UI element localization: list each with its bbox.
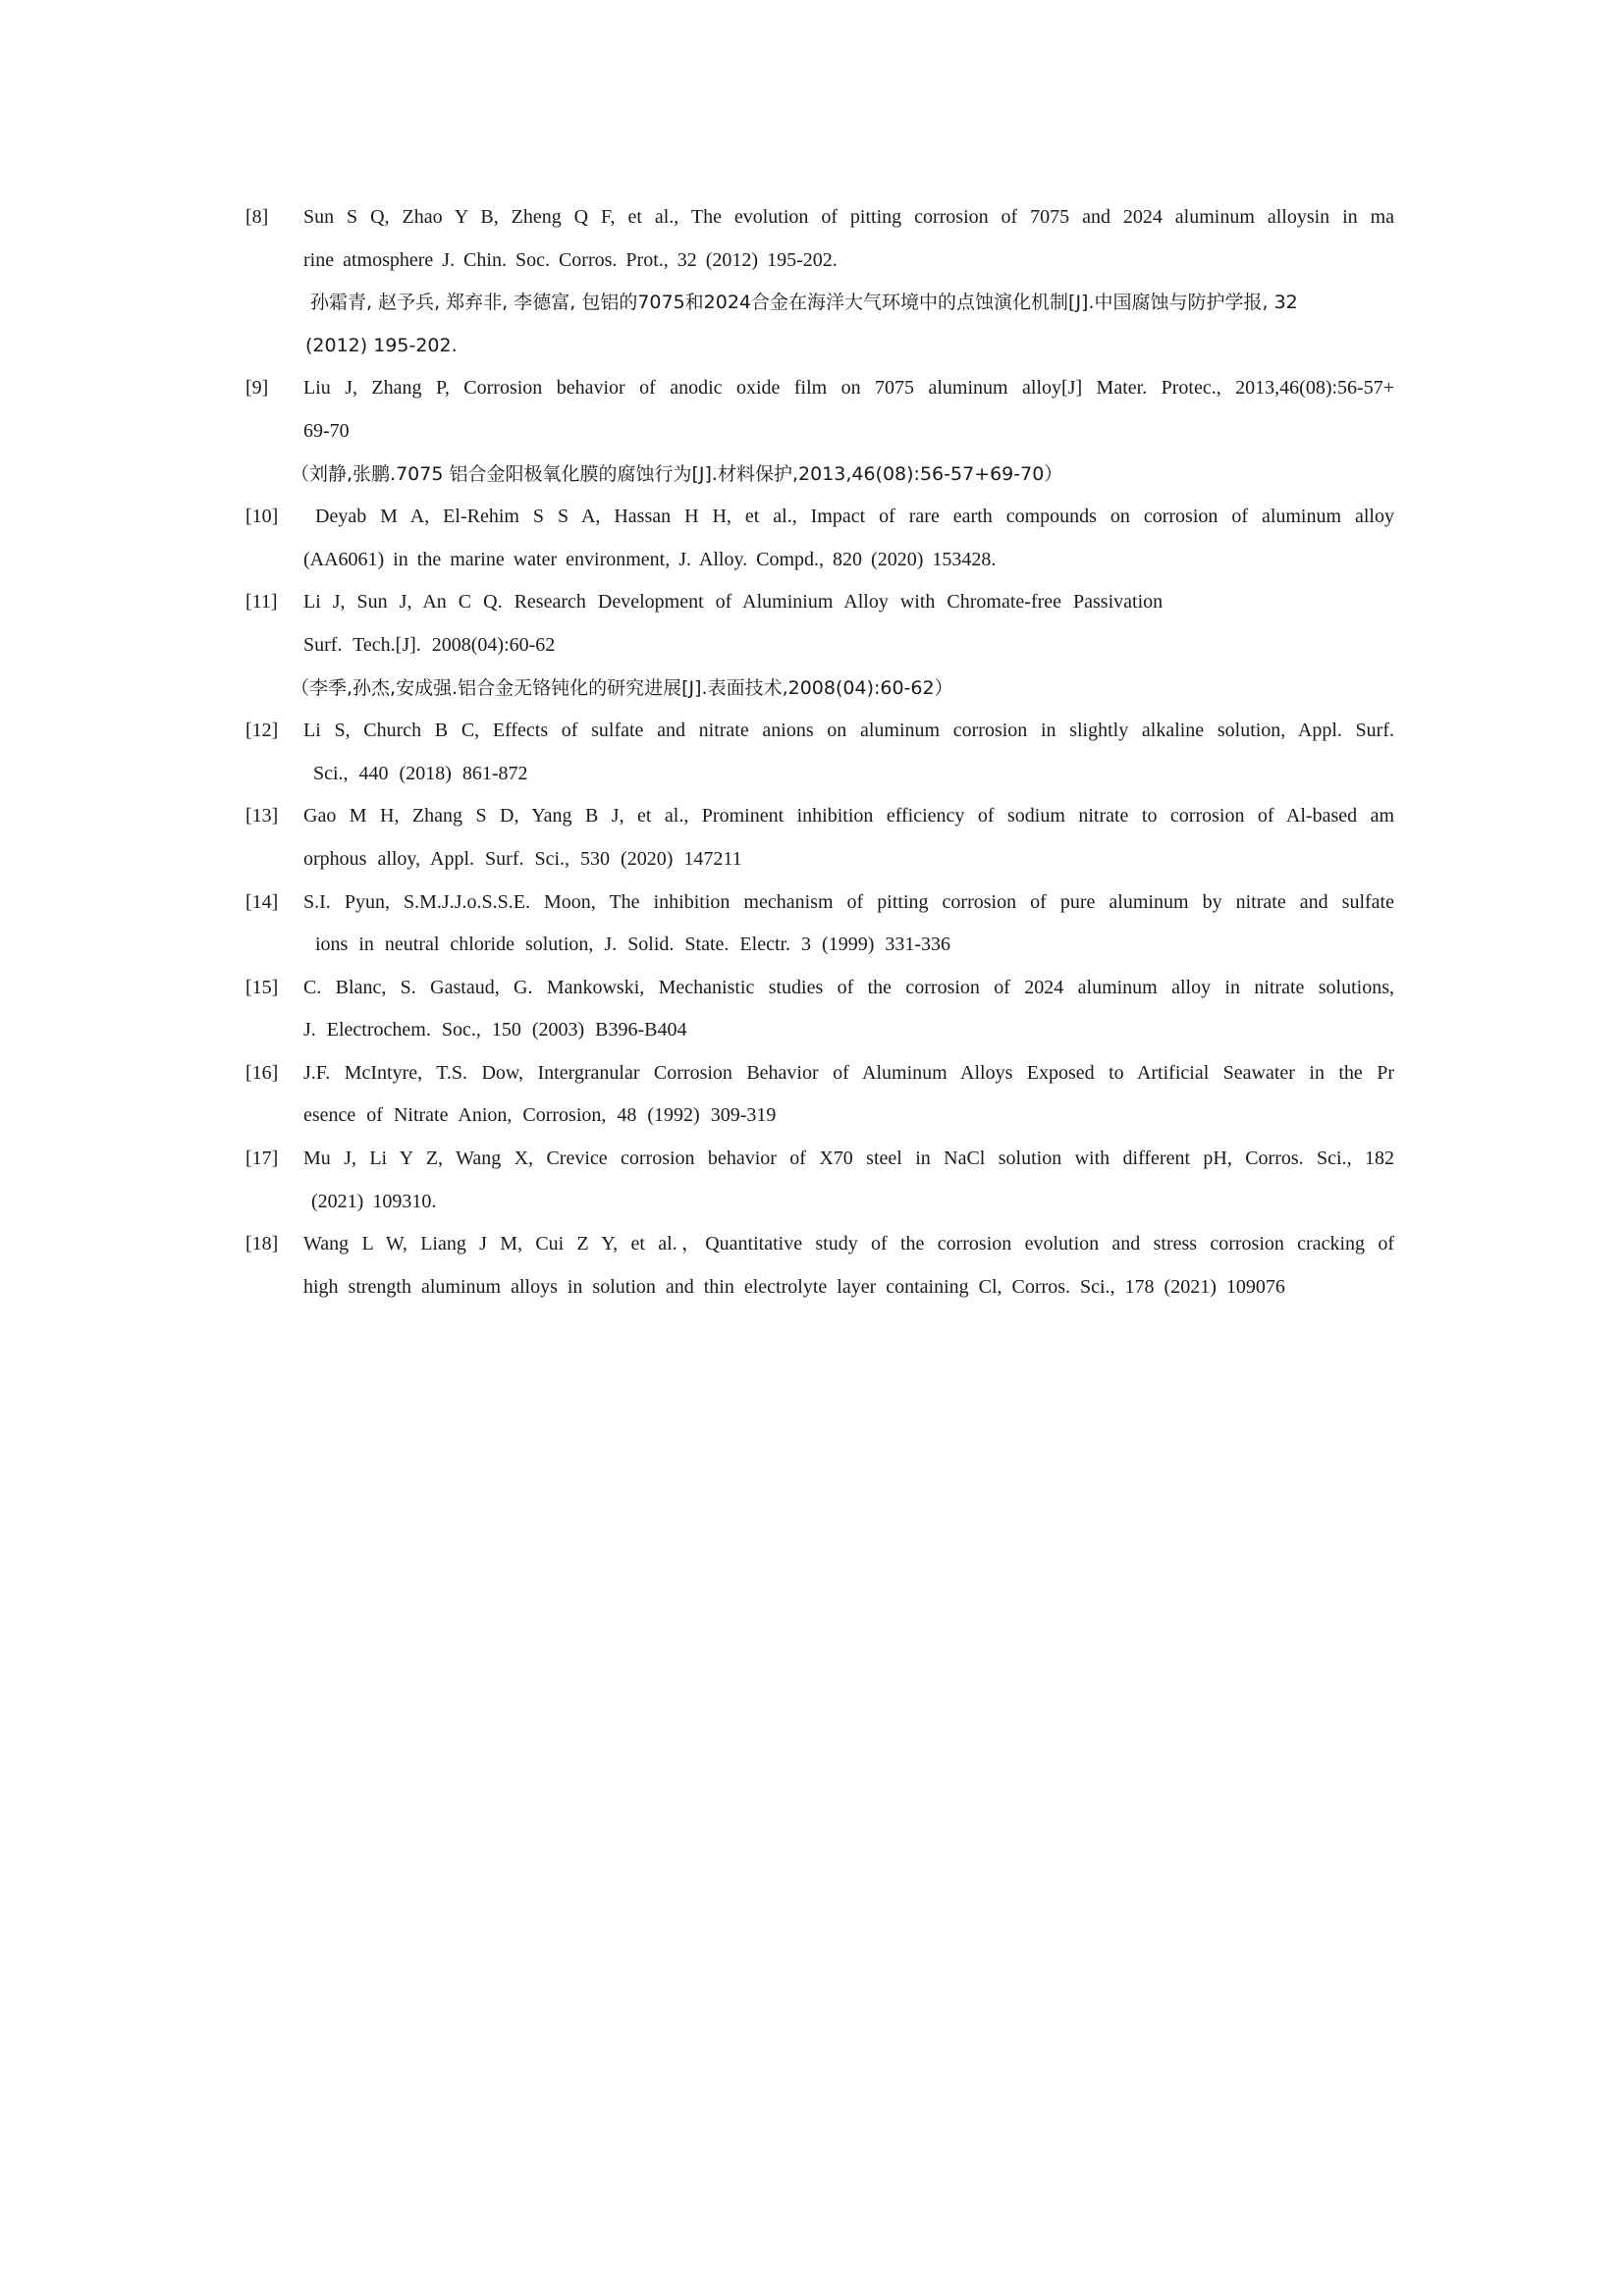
reference-text <box>303 967 1394 1052</box>
reference-line: orphous alloy, Appl. Surf. Sci., 530 (2020) 147211 <box>303 847 742 870</box>
reference-line: S.I. Pyun, S.M.J.J.o.S.S.E. Moon, The inhibition mechanism of pitting corrosion of pure aluminum by nitrate and sulfate <box>303 890 1394 913</box>
reference-text <box>303 196 1394 282</box>
reference-list <box>245 196 1394 1308</box>
reference-item <box>245 1052 1394 1138</box>
reference-text <box>303 795 1394 881</box>
reference-number: [8] <box>245 206 269 228</box>
reference-item <box>245 496 1394 581</box>
reference-number: [10] <box>245 506 279 528</box>
reference-line: rine atmosphere J. Chin. Soc. Corros. Prot., 32 (2012) 195-202. <box>303 248 838 271</box>
reference-line: Mu J, Li Y Z, Wang X, Crevice corrosion behavior of X70 steel in NaCl solution with different pH, Corros. Sci., 182 <box>303 1148 1394 1170</box>
reference-number: [13] <box>245 805 279 828</box>
reference-text <box>303 496 1394 581</box>
reference-item <box>245 710 1394 795</box>
reference-line: esence of Nitrate Anion, Corrosion, 48 (1992) 309-319 <box>303 1104 777 1127</box>
reference-line: Li S, Church B C, Effects of sulfate and nitrate anions on aluminum corrosion in slightly alkaline solution, Appl. Surf. <box>303 720 1394 742</box>
reference-line: C. Blanc, S. Gastaud, G. Mankowski, Mechanistic studies of the corrosion of 2024 aluminum alloy in nitrate solutions, <box>303 976 1394 998</box>
reference-item <box>245 967 1394 1052</box>
reference-line: Wang L W, Liang J M, Cui Z Y, et al.，Quantitative study of the corrosion evolution and stress corrosion cracking of <box>303 1233 1394 1255</box>
reference-line: J. Electrochem. Soc., 150 (2003) B396-B404 <box>303 1019 687 1041</box>
reference-line: Sci., 440 (2018) 861-872 <box>313 762 528 784</box>
reference-text <box>303 881 1394 967</box>
reference-line: Liu J, Zhang P, Corrosion behavior of anodic oxide film on 7075 aluminum alloy[J] Mater. Protec., 2013,46(08):56-57+ <box>303 377 1394 400</box>
reference-chinese-line: （李季,孙杰,安成强.铝合金无铬钝化的研究进展[J].表面技术,2008(04):60-62） <box>291 676 953 699</box>
reference-item <box>245 1138 1394 1223</box>
reference-line: (2021) 109310. <box>311 1190 437 1212</box>
reference-chinese-line: （刘静,张鹏.7075 铝合金阳极氧化膜的腐蚀行为[J].材料保护,2013,46(08):56-57+69-70） <box>291 462 1063 485</box>
reference-item <box>245 881 1394 967</box>
reference-line: Sun S Q, Zhao Y B, Zheng Q F, et al., The evolution of pitting corrosion of 7075 and 2024 aluminum alloysin in ma <box>303 206 1394 228</box>
reference-text <box>303 710 1394 795</box>
reference-item <box>245 196 1394 367</box>
reference-line: ions in neutral chloride solution, J. Solid. State. Electr. 3 (1999) 331-336 <box>315 934 951 956</box>
reference-item <box>245 1223 1394 1308</box>
reference-line: Gao M H, Zhang S D, Yang B J, et al., Prominent inhibition efficiency of sodium nitrate to corrosion of Al-based am <box>303 805 1394 828</box>
reference-text <box>303 1138 1394 1223</box>
reference-number: [17] <box>245 1148 279 1170</box>
reference-line: 69-70 <box>303 419 350 442</box>
reference-item <box>245 795 1394 881</box>
reference-line: (AA6061) in the marine water environment, J. Alloy. Compd., 820 (2020) 153428. <box>303 548 997 570</box>
reference-number: [12] <box>245 720 279 742</box>
reference-line: high strength aluminum alloys in solution and thin electrolyte layer containing Cl, Corros. Sci., 178 (2021) 109076 <box>303 1275 1285 1298</box>
reference-number: [18] <box>245 1233 279 1255</box>
reference-text <box>303 367 1394 453</box>
reference-item <box>245 367 1394 496</box>
reference-text <box>303 1052 1394 1138</box>
reference-number: [11] <box>245 591 278 614</box>
reference-number: [14] <box>245 890 279 913</box>
reference-line: Li J, Sun J, An C Q. Research Development of Aluminium Alloy with Chromate-free Passivation <box>303 591 1164 614</box>
reference-number: [9] <box>245 377 269 400</box>
reference-line: J.F. McIntyre, T.S. Dow, Intergranular Corrosion Behavior of Aluminum Alloys Exposed to Artificial Seawater in the Pr <box>303 1061 1394 1084</box>
reference-text <box>303 1223 1394 1308</box>
reference-number: [15] <box>245 976 279 998</box>
reference-number: [16] <box>245 1061 279 1084</box>
reference-line: Surf. Tech.[J]. 2008(04):60-62 <box>303 633 556 656</box>
reference-chinese-line: (2012) 195-202. <box>305 334 458 356</box>
reference-text <box>303 581 1394 667</box>
reference-line: Deyab M A, El-Rehim S S A, Hassan H H, et al., Impact of rare earth compounds on corrosion of aluminum alloy <box>315 506 1394 528</box>
reference-item <box>245 581 1394 710</box>
reference-chinese-line: 孙霜青, 赵予兵, 郑弃非, 李德富, 包铝的7075和2024合金在海洋大气环境中的点蚀演化机制[J].中国腐蚀与防护学报, 32 <box>310 292 1298 314</box>
